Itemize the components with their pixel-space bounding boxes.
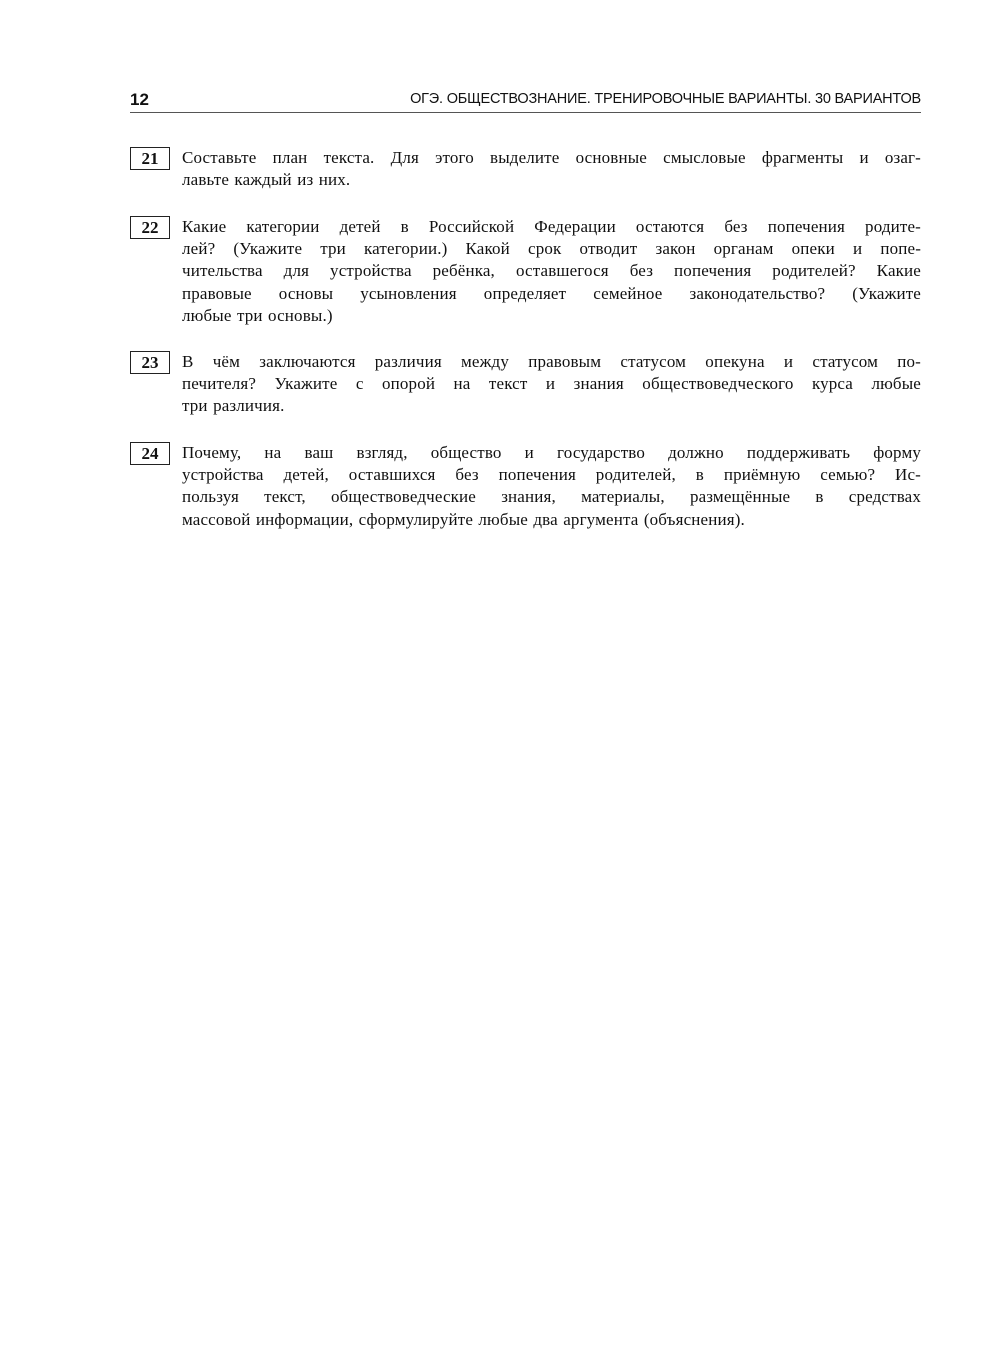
text-line: три различия.: [182, 396, 285, 416]
text-line: В чём заключаются различия между правовым статусом опекуна и статусом по-: [182, 352, 921, 371]
question-text: [182, 351, 921, 418]
text-line: чительства для устройства ребёнка, оставшегося без попечения родителей? Какие: [182, 261, 921, 281]
text-line: лей? (Укажите три категории.) Какой срок отводит закон органам опеки и попе-: [182, 239, 921, 259]
text-line: печителя? Укажите с опорой на текст и знания обществоведческого курса любые: [182, 374, 921, 394]
text-line: Составьте план текста. Для этого выделите основные смысловые фрагменты и озаг-: [182, 148, 921, 167]
text-line: правовые основы усыновления определяет семейное законодательство? (Укажите: [182, 283, 921, 303]
text-line: пользуя текст, обществоведческие знания, материалы, размещённые в средствах: [182, 487, 921, 507]
text-line: любые три основы.): [182, 305, 333, 325]
page-number: 12: [130, 90, 149, 109]
text-line: Какие категории детей в Российской Федерации остаются без попечения родите-: [182, 217, 921, 236]
text-line: массовой информации, сформулируйте любые два аргумента (объяснения).: [182, 509, 745, 529]
question-number-box: 23: [130, 351, 170, 374]
text-line: устройства детей, оставшихся без попечения родителей, в приёмную семью? Ис-: [182, 465, 921, 485]
question-text: [182, 442, 921, 531]
question-number-box: 22: [130, 216, 170, 239]
text-line: Почему, на ваш взгляд, общество и государство должно поддерживать форму: [182, 443, 921, 462]
question-text: [182, 216, 921, 327]
text-line: лавьте каждый из них.: [182, 170, 351, 190]
running-header: [130, 88, 921, 113]
running-title: ОГЭ. ОБЩЕСТВОЗНАНИЕ. ТРЕНИРОВОЧНЫЕ ВАРИАНТЫ. 30 ВАРИАНТОВ: [410, 91, 921, 107]
question-number-box: 21: [130, 147, 170, 170]
question-number-box: 24: [130, 442, 170, 465]
question-text: [182, 147, 921, 191]
